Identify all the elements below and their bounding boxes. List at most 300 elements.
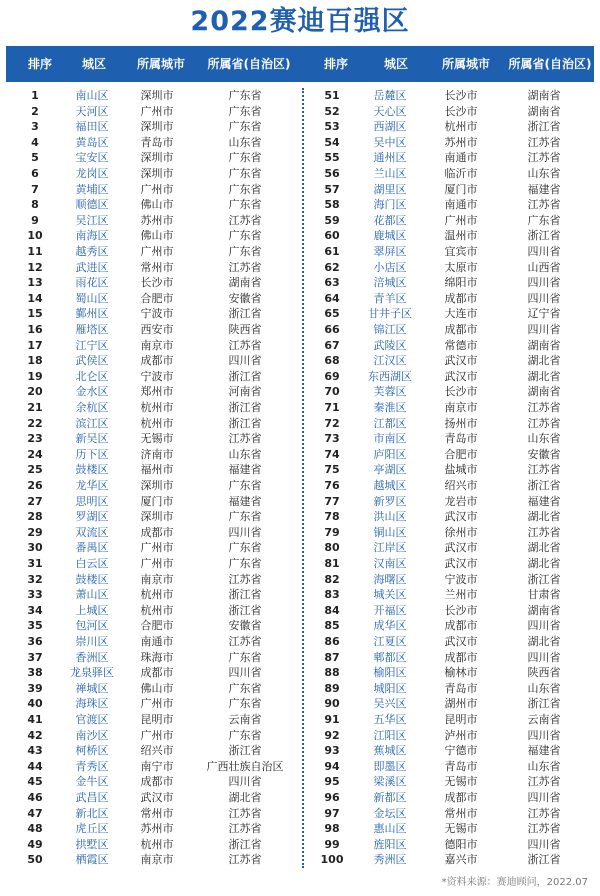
city-cell: 泸州市	[444, 728, 478, 742]
province-cell: 浙江省	[228, 744, 262, 758]
district-cell: 惠山区	[373, 822, 407, 836]
rank-cell: 74	[324, 447, 340, 461]
province-cell: 江苏省	[228, 213, 262, 227]
province-cell: 山东省	[228, 447, 262, 461]
city-cell: 武汉市	[444, 557, 478, 570]
city-cell: 深圳市	[140, 120, 174, 134]
district-cell: 庐阳区	[373, 447, 407, 461]
rank-cell: 34	[27, 603, 43, 617]
rank-cell: 23	[27, 432, 43, 446]
table-row	[0, 681, 600, 697]
rank-cell: 27	[27, 494, 43, 508]
rank-cell: 18	[27, 354, 43, 368]
table-row	[0, 260, 600, 276]
province-cell: 安徽省	[527, 447, 561, 461]
city-cell: 盐城市	[444, 463, 478, 477]
province-cell: 福建省	[527, 182, 561, 196]
table-row	[0, 774, 600, 790]
rank-cell: 89	[324, 681, 340, 695]
district-cell: 柯桥区	[75, 744, 109, 758]
table-row	[0, 712, 600, 728]
city-cell: 珠海市	[140, 650, 174, 664]
province-cell: 河南省	[228, 385, 262, 399]
city-cell: 深圳市	[140, 479, 174, 492]
rank-cell: 56	[324, 167, 340, 180]
district-cell: 天河区	[75, 104, 109, 118]
district-cell: 武侯区	[75, 354, 109, 368]
province-cell: 江苏省	[228, 338, 262, 352]
district-cell: 禅城区	[75, 681, 109, 695]
rank-cell: 2	[31, 104, 39, 118]
city-cell: 宁德市	[444, 744, 478, 758]
district-cell: 蕉城区	[373, 744, 407, 758]
city-cell: 广州市	[140, 541, 174, 555]
rank-cell: 63	[324, 276, 340, 290]
province-cell: 江苏省	[527, 401, 561, 414]
province-cell: 湖南省	[527, 385, 561, 399]
rank-cell: 28	[27, 510, 43, 524]
district-cell: 官渡区	[75, 713, 109, 726]
province-cell: 山西省	[527, 260, 561, 274]
rank-cell: 32	[27, 572, 43, 586]
rank-cell: 95	[324, 775, 340, 789]
rank-cell: 33	[27, 588, 43, 602]
city-cell: 成都市	[140, 525, 174, 539]
district-cell: 滨江区	[75, 416, 109, 430]
province-cell: 山东省	[527, 759, 561, 773]
district-cell: 青羊区	[373, 291, 407, 305]
district-cell: 成华区	[373, 619, 407, 633]
rank-cell: 48	[27, 822, 43, 836]
city-cell: 成都市	[444, 791, 478, 804]
rank-cell: 64	[324, 291, 340, 305]
city-cell: 武汉市	[140, 791, 174, 804]
table-row	[0, 369, 600, 385]
rank-cell: 30	[27, 541, 43, 555]
table-row	[0, 182, 600, 198]
rank-cell: 76	[324, 479, 340, 492]
province-cell: 湖北省	[527, 557, 561, 570]
city-cell: 嘉兴市	[444, 853, 478, 867]
district-cell: 新罗区	[373, 494, 407, 508]
city-cell: 苏州市	[444, 135, 478, 149]
district-cell: 吴江区	[75, 213, 109, 227]
district-cell: 即墨区	[373, 759, 407, 773]
district-cell: 罗湖区	[75, 510, 109, 524]
province-cell: 云南省	[228, 713, 262, 726]
province-cell: 四川省	[527, 291, 561, 305]
province-cell: 广东省	[228, 120, 262, 134]
province-cell: 山东省	[527, 432, 561, 446]
district-cell: 新吴区	[75, 432, 109, 446]
district-cell: 岳麓区	[373, 89, 407, 102]
rank-cell: 11	[27, 245, 43, 258]
table-row	[0, 400, 600, 416]
city-cell: 南京市	[140, 572, 174, 586]
province-cell: 安徽省	[228, 619, 262, 633]
district-cell: 崇川区	[75, 635, 109, 648]
rank-cell: 52	[324, 104, 340, 118]
district-cell: 湖里区	[373, 182, 407, 196]
table-row	[0, 759, 600, 775]
city-cell: 绵阳市	[444, 276, 478, 290]
district-cell: 郫都区	[373, 650, 407, 664]
table-row	[0, 837, 600, 853]
table-row	[0, 291, 600, 307]
district-cell: 芙蓉区	[373, 385, 407, 399]
district-cell: 金牛区	[75, 775, 109, 789]
district-cell: 鄞州区	[75, 307, 109, 321]
table-row	[0, 416, 600, 432]
rank-cell: 73	[324, 432, 340, 446]
district-cell: 龙华区	[75, 479, 109, 492]
city-cell: 常德市	[444, 338, 478, 352]
source-note: *资料来源：赛迪顾问，2022.07	[441, 877, 588, 888]
rank-cell: 45	[27, 775, 43, 789]
city-cell: 深圳市	[140, 89, 174, 102]
rank-cell: 25	[27, 463, 43, 477]
province-cell: 浙江省	[228, 837, 262, 851]
rank-cell: 58	[324, 198, 340, 212]
table-row	[0, 696, 600, 712]
district-cell: 龙岗区	[75, 167, 109, 180]
province-cell: 广东省	[228, 510, 262, 524]
city-cell: 杭州市	[444, 120, 478, 134]
district-cell: 上城区	[75, 603, 109, 617]
district-cell: 拱墅区	[75, 837, 109, 851]
district-cell: 通州区	[373, 151, 407, 165]
province-cell: 广东省	[228, 541, 262, 555]
city-cell: 温州市	[444, 229, 478, 243]
rank-cell: 69	[324, 369, 340, 383]
table-row	[0, 494, 600, 510]
rank-cell: 85	[324, 619, 340, 633]
rank-cell: 78	[324, 510, 340, 524]
province-cell: 湖北省	[527, 510, 561, 524]
city-cell: 常州市	[140, 260, 174, 274]
rank-cell: 54	[324, 135, 340, 149]
rank-cell: 62	[324, 260, 340, 274]
city-cell: 昆明市	[140, 713, 174, 726]
district-cell: 福田区	[75, 120, 109, 134]
city-cell: 临沂市	[444, 167, 478, 180]
province-cell: 四川省	[527, 619, 561, 633]
rank-cell: 35	[27, 619, 43, 633]
table-row	[0, 197, 600, 213]
district-cell: 汉南区	[373, 557, 407, 570]
rank-cell: 43	[27, 744, 43, 758]
city-cell: 广州市	[140, 557, 174, 570]
province-cell: 浙江省	[228, 603, 262, 617]
city-cell: 大连市	[444, 307, 478, 321]
rank-cell: 8	[31, 198, 39, 212]
table-row	[0, 790, 600, 806]
province-cell: 广东省	[228, 182, 262, 196]
district-cell: 栖霞区	[75, 853, 109, 867]
rank-cell: 67	[324, 338, 340, 352]
table-row	[0, 650, 600, 666]
province-cell: 四川省	[228, 354, 262, 368]
province-cell: 广东省	[228, 697, 262, 711]
table-row	[0, 119, 600, 135]
province-cell: 安徽省	[228, 291, 262, 305]
district-cell: 梁溪区	[373, 775, 407, 789]
page-title: 2022赛迪百强区	[190, 6, 410, 37]
rank-cell: 75	[324, 463, 340, 477]
rank-cell: 46	[27, 791, 43, 804]
district-cell: 双流区	[75, 525, 109, 539]
district-cell: 市南区	[373, 432, 407, 446]
rank-cell: 65	[324, 307, 340, 321]
province-cell: 四川省	[228, 525, 262, 539]
city-cell: 绍兴市	[444, 479, 478, 492]
table-row	[0, 150, 600, 166]
province-cell: 浙江省	[228, 416, 262, 430]
city-cell: 宁波市	[444, 572, 478, 586]
district-cell: 顺德区	[75, 198, 109, 212]
rank-cell: 91	[324, 713, 340, 726]
rank-cell: 40	[27, 697, 43, 711]
district-cell: 武进区	[75, 260, 109, 274]
header-province-right: 所属省(自治区)	[508, 57, 592, 71]
rank-cell: 19	[27, 369, 43, 383]
district-cell: 黄埔区	[75, 182, 109, 196]
city-cell: 广州市	[140, 245, 174, 258]
table-row	[0, 322, 600, 338]
rank-cell: 49	[27, 837, 43, 851]
province-cell: 浙江省	[228, 307, 262, 321]
district-cell: 鼓楼区	[75, 572, 109, 586]
table-row	[0, 338, 600, 354]
header-rank-left: 排序	[27, 57, 52, 71]
province-cell: 广东省	[228, 167, 262, 180]
district-cell: 涪城区	[373, 276, 407, 290]
district-cell: 锦江区	[373, 323, 407, 336]
district-cell: 亭湖区	[373, 463, 407, 477]
district-cell: 龙泉驿区	[70, 666, 114, 680]
table-row	[0, 135, 600, 151]
province-cell: 广东省	[228, 151, 262, 165]
city-cell: 长沙市	[444, 104, 478, 118]
city-cell: 南京市	[140, 338, 174, 352]
rank-cell: 87	[324, 650, 340, 664]
district-cell: 江都区	[373, 416, 407, 430]
city-cell: 南京市	[140, 853, 174, 867]
province-cell: 四川省	[228, 666, 262, 680]
city-cell: 宁波市	[140, 307, 174, 321]
city-cell: 武汉市	[444, 635, 478, 648]
province-cell: 山东省	[527, 167, 561, 180]
rank-cell: 14	[27, 291, 43, 305]
rank-cell: 15	[27, 307, 43, 321]
province-cell: 湖南省	[527, 89, 561, 102]
city-cell: 杭州市	[140, 401, 174, 414]
rank-cell: 68	[324, 354, 340, 368]
province-cell: 浙江省	[228, 588, 262, 602]
province-cell: 江苏省	[228, 822, 262, 836]
rank-cell: 29	[27, 525, 43, 539]
rank-cell: 50	[27, 853, 43, 867]
city-cell: 青岛市	[444, 759, 478, 773]
province-cell: 浙江省	[228, 369, 262, 383]
province-cell: 广东省	[228, 198, 262, 212]
province-cell: 江苏省	[228, 260, 262, 274]
rank-cell: 77	[324, 494, 340, 508]
district-cell: 西湖区	[373, 120, 407, 134]
city-cell: 南宁市	[140, 759, 174, 773]
district-cell: 秀洲区	[373, 853, 407, 867]
city-cell: 福州市	[140, 463, 174, 477]
rank-cell: 61	[324, 245, 340, 258]
city-cell: 武汉市	[444, 354, 478, 368]
table-row	[0, 540, 600, 556]
district-cell: 海曙区	[373, 572, 407, 586]
province-cell: 浙江省	[527, 853, 561, 867]
district-cell: 金坛区	[373, 806, 407, 820]
district-cell: 越城区	[373, 479, 407, 492]
district-cell: 兰山区	[373, 167, 407, 180]
rank-cell: 86	[324, 635, 340, 648]
province-cell: 陕西省	[527, 666, 561, 680]
city-cell: 长沙市	[140, 276, 174, 290]
rank-cell: 4	[31, 135, 39, 149]
province-cell: 广西壮族自治区	[206, 759, 284, 773]
table-row	[0, 509, 600, 525]
rank-cell: 20	[27, 385, 43, 399]
rank-cell: 5	[31, 151, 39, 165]
province-cell: 江苏省	[527, 822, 561, 836]
table-row	[0, 556, 600, 572]
city-cell: 南通市	[444, 151, 478, 165]
province-cell: 山东省	[527, 681, 561, 695]
rank-cell: 93	[324, 744, 340, 758]
table-row	[0, 806, 600, 822]
district-cell: 雨花区	[75, 276, 109, 290]
city-cell: 青岛市	[140, 135, 174, 149]
province-cell: 江苏省	[228, 635, 262, 648]
city-cell: 成都市	[444, 619, 478, 633]
city-cell: 西安市	[140, 323, 174, 336]
table-row	[0, 587, 600, 603]
province-cell: 湖北省	[527, 369, 561, 383]
district-cell: 萧山区	[75, 588, 109, 602]
table-row	[0, 353, 600, 369]
rank-cell: 31	[27, 557, 43, 570]
city-cell: 扬州市	[444, 416, 478, 430]
rank-cell: 84	[324, 603, 340, 617]
province-cell: 浙江省	[527, 572, 561, 586]
city-cell: 广州市	[140, 697, 174, 711]
table-row	[0, 852, 600, 868]
rank-cell: 9	[31, 213, 39, 227]
province-cell: 四川省	[527, 728, 561, 742]
province-cell: 四川省	[527, 791, 561, 804]
province-cell: 江苏省	[527, 525, 561, 539]
city-cell: 成都市	[444, 291, 478, 305]
district-cell: 开福区	[373, 603, 407, 617]
rank-cell: 39	[27, 681, 43, 695]
district-cell: 思明区	[75, 494, 109, 508]
rank-cell: 57	[324, 182, 340, 196]
rank-cell: 98	[324, 822, 340, 836]
district-cell: 海门区	[373, 198, 407, 212]
rank-cell: 41	[27, 713, 43, 726]
rank-cell: 26	[27, 479, 43, 492]
city-cell: 深圳市	[140, 167, 174, 180]
city-cell: 绍兴市	[140, 744, 174, 758]
rank-cell: 99	[324, 837, 340, 851]
city-cell: 武汉市	[444, 541, 478, 555]
rank-cell: 42	[27, 728, 43, 742]
rank-cell: 22	[27, 416, 43, 430]
rank-cell: 70	[324, 385, 340, 399]
city-cell: 广州市	[140, 104, 174, 118]
province-cell: 广东省	[228, 89, 262, 102]
city-cell: 成都市	[444, 650, 478, 664]
city-cell: 武汉市	[444, 510, 478, 524]
table-row	[0, 821, 600, 837]
city-cell: 济南市	[140, 447, 174, 461]
province-cell: 湖北省	[527, 354, 561, 368]
province-cell: 广东省	[527, 213, 561, 227]
rank-cell: 1	[31, 89, 39, 102]
district-cell: 黄岛区	[75, 135, 109, 149]
city-cell: 南通市	[140, 635, 174, 648]
rank-cell: 12	[27, 260, 43, 274]
district-cell: 鼓楼区	[75, 463, 109, 477]
province-cell: 广东省	[228, 650, 262, 664]
city-cell: 青岛市	[444, 681, 478, 695]
district-cell: 青秀区	[75, 759, 109, 773]
table-row	[0, 572, 600, 588]
city-cell: 南京市	[444, 401, 478, 414]
rank-cell: 92	[324, 728, 340, 742]
district-cell: 花都区	[373, 213, 407, 227]
rank-cell: 81	[324, 557, 340, 570]
province-cell: 江苏省	[527, 198, 561, 212]
province-cell: 江苏省	[527, 416, 561, 430]
city-cell: 佛山市	[140, 681, 174, 695]
table-row	[0, 634, 600, 650]
table-row	[0, 166, 600, 182]
district-cell: 新都区	[373, 791, 407, 804]
table-row	[0, 213, 600, 229]
rank-cell: 21	[27, 401, 43, 414]
city-cell: 成都市	[444, 323, 478, 336]
province-cell: 福建省	[228, 463, 262, 477]
city-cell: 合肥市	[140, 619, 174, 633]
city-cell: 无锡市	[444, 775, 478, 789]
rank-cell: 55	[324, 151, 340, 165]
city-cell: 杭州市	[140, 416, 174, 430]
province-cell: 江苏省	[228, 572, 262, 586]
city-cell: 德阳市	[444, 837, 478, 851]
rank-cell: 16	[27, 323, 43, 336]
city-cell: 合肥市	[444, 447, 478, 461]
district-cell: 番禺区	[75, 541, 109, 555]
rank-cell: 24	[27, 447, 43, 461]
district-cell: 香洲区	[75, 650, 109, 664]
district-cell: 虎丘区	[75, 822, 109, 836]
district-cell: 江夏区	[373, 635, 407, 648]
city-cell: 南通市	[444, 198, 478, 212]
district-cell: 包河区	[75, 619, 109, 633]
table-row	[0, 728, 600, 744]
province-cell: 江苏省	[527, 806, 561, 820]
province-cell: 湖南省	[527, 104, 561, 118]
province-cell: 广东省	[228, 104, 262, 118]
city-cell: 兰州市	[444, 588, 478, 602]
